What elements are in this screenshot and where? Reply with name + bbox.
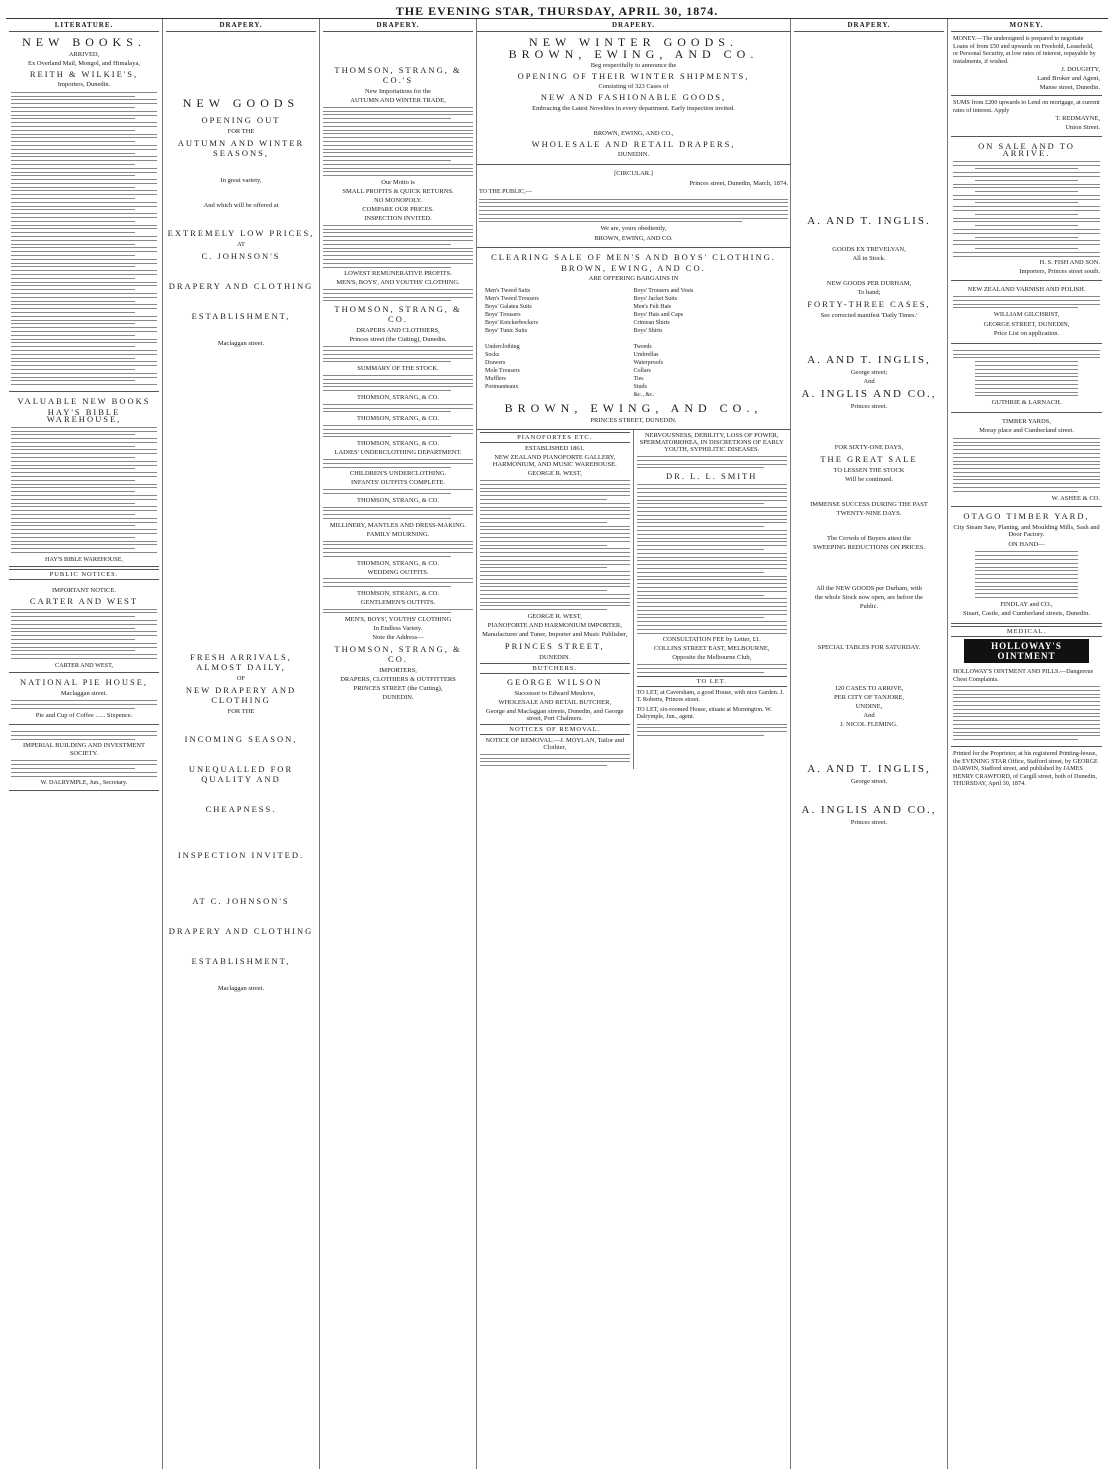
piano-line: GEORGE R. WEST, — [527, 612, 582, 620]
medical-line: Opposite the Melbourne Club, — [672, 654, 752, 662]
list-item: Studs — [633, 384, 647, 391]
thomson-line: FAMILY MOURNING. — [366, 530, 430, 538]
thomson-line: In Endless Variety. — [373, 625, 423, 633]
ad-firm: BROWN, EWING, AND CO. — [561, 262, 706, 273]
lower-right — [634, 430, 791, 769]
ad-sig: Manse street, Dunedin. — [1039, 83, 1100, 91]
inglis-line: And — [863, 712, 875, 719]
inglis-line: George street; — [850, 369, 888, 376]
circular-to: TO THE PUBLIC,— — [479, 188, 532, 196]
inglis-line: And — [863, 378, 875, 385]
thomson-line: THOMSON, STRANG, & CO. — [357, 559, 439, 567]
columns — [6, 19, 1108, 1469]
ad-title: TIMBER YARDS, — [1002, 417, 1051, 425]
ad-sig: Price List on application. — [993, 330, 1060, 338]
list-item: &c., &c. — [633, 392, 655, 399]
johnson-line: FOR THE — [227, 128, 255, 135]
johnson-line: UNEQUALLED FOR QUALITY AND — [188, 764, 294, 784]
ad-line: OPENING OF THEIR WINTER SHIPMENTS, — [517, 70, 750, 81]
text-lines — [11, 427, 157, 553]
thomson-line: THOMSON, STRANG, & CO. — [334, 644, 462, 665]
johnson-line: INSPECTION INVITED. — [177, 850, 305, 860]
piano-line: DUNEDIN. — [539, 653, 571, 661]
column-header: LITERATURE. — [9, 19, 159, 32]
inglis-line: George street. — [850, 778, 888, 785]
ad-sub: Moray place and Cumberland street. — [979, 427, 1074, 435]
piano-line: Manufacturer and Tuner, Importer and Music Publisher, — [482, 630, 628, 638]
text-lines — [323, 578, 473, 587]
list-item: Tweeds — [633, 344, 652, 351]
text-lines — [11, 760, 157, 776]
inglis-line: UNDINE, — [855, 703, 883, 710]
johnson-line: In great variety, — [220, 177, 262, 184]
piano-line: PRINCES STREET, — [504, 640, 605, 651]
column-drapery-thomson — [320, 19, 477, 1469]
text-lines — [323, 507, 473, 519]
text-lines — [479, 199, 788, 223]
inglis-line: TWENTY-NINE DAYS. — [836, 510, 902, 517]
ad-firm: CARTER AND WEST — [29, 595, 139, 606]
inglis-line: Princes street. — [850, 403, 888, 410]
thomson-line: THOMSON, STRANG, & CO. — [357, 415, 439, 423]
ad-sig: Union Street. — [1065, 123, 1100, 131]
ad-line: NEW AND FASHIONABLE GOODS, — [540, 91, 727, 102]
thomson-line: NO MONOPOLY. — [374, 196, 422, 204]
inglis-line: PER CITY OF TANJORE, — [834, 694, 904, 701]
johnson-line: INCOMING SEASON, — [184, 734, 298, 744]
johnson-line: And which will be offered at — [203, 202, 279, 209]
text-lines — [323, 609, 473, 614]
masthead: THE EVENING STAR, THURSDAY, APRIL 30, 1874. — [6, 4, 1108, 19]
list-item: Boys' Tunic Suits — [485, 328, 528, 335]
ad-winter-goods — [477, 32, 790, 165]
text-lines — [480, 480, 630, 610]
johnson-line: DRAPERY AND CLOTHING — [168, 281, 314, 291]
ad-circular — [477, 165, 790, 248]
thomson-line: Princes street (the Cutting), Dunedin. — [349, 336, 447, 344]
thomson-line: CHILDREN'S UNDERCLOTHING. — [349, 470, 447, 478]
column-header: DRAPERY. — [477, 19, 790, 32]
ad-sig: FINDLAY and CO., — [1000, 600, 1053, 608]
johnson-line: NEW GOODS — [182, 96, 300, 110]
thomson-line: COMPARE OUR PRICES. — [362, 205, 434, 213]
inglis-line: A. INGLIS AND CO., — [801, 388, 937, 400]
thomson-line: LOWEST REMUNERATIVE PROFITS. — [344, 270, 452, 278]
list-item: Men's Tweed Suits — [485, 288, 531, 295]
ad-sub: Importers, Dunedin. — [57, 81, 111, 89]
column-header: DRAPERY. — [166, 19, 316, 32]
ad-sig: H. S. FISH AND SON. — [1039, 259, 1100, 267]
johnson-line: FRESH ARRIVALS, ALMOST DAILY, — [190, 652, 292, 672]
thomson-line: IMPORTERS, — [379, 667, 417, 675]
thomson-line: MILLINERY, MANTLES AND DRESS-MAKING. — [329, 521, 467, 529]
inglis-line: FORTY-THREE CASES, — [807, 299, 931, 309]
piano-line: GEORGE R. WEST, — [527, 470, 582, 478]
text-lines — [323, 459, 473, 468]
inglis-line: GOODS EX TREVELYAN, — [832, 246, 906, 253]
column-header: DRAPERY. — [794, 19, 944, 32]
inglis-line: Princes street. — [850, 819, 888, 826]
ad-sig: W. ASHEE & CO. — [1051, 494, 1100, 502]
ad-line: ARE OFFERING BARGAINS IN — [588, 275, 679, 283]
text-lines — [323, 541, 473, 557]
list-item: Drawers — [485, 360, 506, 367]
list-item: Men's Felt Hats — [633, 304, 672, 311]
circular-label: [CIRCULAR.] — [614, 169, 653, 177]
thomson-line: GENTLEMEN'S OUTFITS. — [360, 598, 436, 606]
ad-title: NEW ZEALAND VARNISH AND POLISH. — [967, 285, 1086, 293]
text-lines — [637, 484, 788, 633]
section-removal: NOTICES OF REMOVAL. — [480, 724, 630, 735]
ad-important-notice — [9, 582, 159, 673]
ad-sig: CARTER AND WEST, — [54, 661, 113, 669]
text-lines — [11, 609, 157, 659]
section-public-notices: PUBLIC NOTICES. — [9, 569, 159, 580]
column-drapery-johnson — [163, 19, 320, 1469]
text-lines — [11, 92, 157, 385]
thomson-line: Note the Address— — [372, 634, 424, 642]
ad-line: WHOLESALE AND RETAIL DRAPERS, — [531, 138, 736, 149]
johnson-line: AT — [237, 241, 245, 248]
johnson-line: ESTABLISHMENT, — [191, 956, 291, 966]
johnson-line: OPENING OUT — [201, 115, 281, 125]
ad-money-doughty — [951, 32, 1102, 96]
list-item: Boys' Trousers — [485, 312, 521, 319]
tolet-ad: TO LET, at Caversham, a good House, with nice Garden. J. T. Roberts, Princes street. — [636, 688, 784, 704]
ad-title: IMPORTANT NOTICE. — [52, 587, 116, 595]
column-drapery-inglis — [791, 19, 948, 1469]
thomson-line: New Importations for the — [365, 88, 431, 95]
text-lines — [480, 754, 630, 766]
inglis-line: All in Stock. — [852, 255, 886, 262]
list-item: Ties — [633, 376, 644, 383]
thomson-line: MEN'S, BOYS', AND YOUTHS' CLOTHING. — [336, 279, 460, 287]
ad-sub: ON HAND— — [1008, 541, 1045, 549]
johnson-line: EXTREMELY LOW PRICES, — [167, 228, 315, 238]
inglis-line: The Crowds of Buyers attest the — [827, 535, 911, 542]
text-lines — [323, 489, 473, 494]
ad-sub: City Steam Saw, Planing, and Moulding Mills, Sash and Door Factory. — [953, 523, 1100, 539]
thomson-line: PRINCES STREET (the Cutting), — [353, 685, 443, 693]
johnson-line: DRAPERY AND CLOTHING — [168, 926, 314, 936]
circular-sig: BROWN, EWING, AND CO. — [594, 234, 673, 242]
lower-left — [477, 430, 634, 769]
ad-line: Pie and Cup of Coffee ...... Sixpence. — [35, 711, 133, 719]
imprint — [951, 747, 1102, 791]
section-medical: MEDICAL. — [951, 626, 1102, 637]
ad-sub: Ex Overland Mail, Mongol, and Himalaya, — [28, 60, 140, 68]
list-item: Socks — [485, 352, 500, 359]
medical-line: NERVOUSNESS, DEBILITY, LOSS OF POWER, SPERMATORRHŒA, IN DISCRETIONS OF EARLY YOUTH, SYPHILITIC DISEASES. — [639, 432, 784, 454]
inglis-line: A. AND T. INGLIS, — [807, 354, 931, 366]
johnson-line: OF — [236, 675, 246, 682]
text-lines — [637, 456, 788, 468]
inglis-line: A. AND T. INGLIS, — [807, 763, 931, 775]
ad-line: PRINCES STREET, DUNEDIN. — [590, 416, 677, 424]
text-lines — [323, 346, 473, 362]
list-item: Boys' Shirts — [633, 328, 663, 335]
column-literature — [6, 19, 163, 1469]
inglis-line: A. AND T. INGLIS. — [807, 215, 931, 227]
ad-on-sale — [951, 137, 1102, 281]
johnson-line: Maclaggan street. — [217, 340, 265, 347]
ad-title: IMPERIAL BUILDING AND INVESTMENT SOCIETY. — [23, 742, 145, 758]
imprint-text: Printed for the Proprietor, at his registered Printing-house, the EVENING STAR Office, Stafford street, by GEORGE DARWIN, Stafford street, and published by JAMES HENRY CRAWFORD, of Cargill street, both of Dunedin, THURSDAY, April 30, 1874. — [953, 749, 1098, 788]
ad-sig: GEORGE STREET, DUNEDIN, — [983, 320, 1070, 328]
inglis-line: Public. — [859, 603, 879, 610]
section-to-let: TO LET. — [637, 676, 788, 687]
list-item: Portmanteaux — [485, 384, 519, 391]
bargain-list-right — [634, 287, 783, 399]
ad-sub: ARRIVED, — [68, 50, 100, 58]
ad-sig: GUTHRIE & LARNACH. — [991, 399, 1062, 407]
text-lines — [953, 686, 1100, 740]
thomson-line: SUMMARY OF THE STOCK. — [357, 365, 439, 373]
thomson-line: LADIES' UNDERCLOTHING DEPARTMENT. — [334, 449, 462, 457]
thomson-line: SMALL PROFITS & QUICK RETURNS. — [342, 187, 454, 195]
list-item: Boys' Trousers and Vests — [633, 288, 694, 295]
inglis-line: See corrected manifest 'Daily Times.' — [820, 312, 918, 319]
ad-sig: Stuart, Castle, and Cumberland streets, Dunedin. — [963, 610, 1090, 618]
johnson-line: FOR THE — [227, 708, 255, 715]
ad-title: NATIONAL PIE HOUSE, — [19, 677, 149, 688]
johnson-line: C. JOHNSON'S — [201, 251, 281, 261]
ad-sig: Importers, Princes street south. — [1019, 268, 1100, 276]
medical-line: CONSULTATION FEE by Letter, £1. — [662, 636, 761, 644]
ad-line: Embracing the Latest Novelties in every department. Early inspection invited. — [532, 104, 735, 112]
thomson-line: Our Motto is — [381, 178, 415, 186]
piano-line: PIANOFORTE AND HARMONIUM IMPORTER, — [487, 621, 622, 629]
ad-text: HOLLOWAY'S OINTMENT AND PILLS.—Dangerous Chest Complaints. — [953, 667, 1093, 683]
thomson-line: THOMSON, STRANG, & CO. — [334, 304, 462, 325]
piano-line: NEW ZEALAND PIANOFORTE GALLERY, HARMONIUM, AND MUSIC WAREHOUSE. — [492, 454, 617, 469]
ad-firm: BROWN, EWING, AND CO. — [508, 46, 759, 61]
column-header: DRAPERY. — [323, 19, 473, 32]
list-item: Boys' Knickerbockers — [485, 320, 538, 327]
ad-undersigned — [951, 344, 1102, 413]
text-lines — [953, 551, 1100, 598]
inglis-line: the whole Stock now open, are before the — [815, 594, 923, 601]
ad-title: ON SALE AND TO ARRIVE. — [978, 140, 1075, 159]
text-lines — [953, 296, 1100, 308]
ad-valuable-books — [9, 392, 159, 567]
inglis-line: FOR SIXTY-ONE DAYS, — [834, 444, 904, 451]
inglis-line: SWEEPING REDUCTIONS ON PRICES. — [813, 544, 925, 551]
list-item: Underclothing — [485, 344, 520, 351]
inglis-line: All the NEW GOODS per Durham, with — [816, 585, 922, 592]
ad-pie-house — [9, 673, 159, 725]
text-lines — [323, 289, 473, 301]
inglis-line: NEW GOODS PER DURHAM, — [826, 280, 912, 287]
text-lines — [323, 225, 473, 268]
ad-text: SUMS from £200 upwards to Lend on mortgage, at current rates of interest. Apply — [953, 99, 1100, 114]
thomson-line: DRAPERS, CLOTHIERS & OUTFITTERS — [340, 676, 456, 684]
ad-title: VALUABLE NEW BOOKS — [17, 395, 151, 406]
text-lines — [323, 375, 473, 391]
thomson-line: INSPECTION INVITED. — [364, 214, 432, 222]
butcher-line: George and Maclaggan streets, Dunedin, and George street, Port Chalmers. — [485, 707, 624, 722]
ad-clearing-sale — [477, 248, 790, 430]
inglis-line: A. INGLIS AND CO., — [801, 804, 937, 816]
ad-imperial-building — [9, 725, 159, 791]
list-item: Boys' Jacket Suits — [633, 296, 677, 303]
ad-money-redmayne — [951, 96, 1102, 136]
inglis-line: To hand; — [857, 289, 881, 296]
inglis-line: SPECIAL TABLES FOR SATURDAY. — [817, 644, 921, 651]
list-item: Boys' Hats and Caps — [633, 312, 684, 319]
ad-line: DUNEDIN. — [617, 151, 650, 159]
ad-otago-timber — [951, 507, 1102, 624]
text-lines — [953, 350, 1100, 397]
column-money — [948, 19, 1105, 1469]
ad-sig: T. REDMAYNE, — [1055, 115, 1100, 123]
ad-title: CLEARING SALE OF MEN'S AND BOYS' CLOTHING. — [491, 252, 776, 263]
johnson-line: ESTABLISHMENT, — [191, 311, 291, 321]
bargain-list — [479, 285, 788, 401]
list-item: Umbrellas — [633, 352, 659, 359]
ad-holloway — [951, 665, 1102, 747]
inglis-line: TO LESSEN THE STOCK — [833, 467, 905, 474]
ad-title: OTAGO TIMBER YARD, — [963, 511, 1090, 522]
lower-split — [477, 430, 790, 769]
inglis-line: THE GREAT SALE — [820, 454, 918, 464]
inglis-line: Will be continued. — [845, 476, 893, 483]
circular-date: Princes street, Dunedin, March, 1874. — [689, 179, 788, 187]
johnson-line: CHEAPNESS. — [205, 804, 277, 814]
thomson-line: INFANTS' OUTFITS COMPLETE. — [350, 479, 446, 487]
butcher-line: WHOLESALE AND RETAIL BUTCHER, — [498, 698, 612, 706]
thomson-line: THOMSON, STRANG, & CO. — [357, 394, 439, 402]
list-item: Crimean Shirts — [633, 320, 670, 327]
list-item: Boys' Galatea Suits — [485, 304, 532, 311]
circular-close: We are, yours obediently, — [600, 225, 667, 233]
list-item: Collars — [633, 368, 651, 375]
ad-line: Consisting of 323 Cases of — [598, 83, 669, 91]
ad-new-books — [9, 32, 159, 392]
section-butchers: BUTCHERS. — [480, 663, 630, 674]
thomson-line: MEN'S, BOYS', YOUTHS' CLOTHING — [344, 616, 452, 624]
inglis-line: J. NICOL FLEMING. — [840, 721, 898, 728]
thomson-line: THOMSON, STRANG, & CO. — [357, 440, 439, 448]
inglis-line: 120 CASES TO ARRIVE, — [834, 685, 904, 692]
bargain-list-left — [485, 287, 634, 399]
johnson-line: AT C. JOHNSON'S — [192, 896, 290, 906]
ad-line: BROWN, EWING, AND CO., — [593, 130, 674, 138]
ad-sig: Land Broker and Agent, — [1037, 74, 1100, 82]
ad-text: MONEY.—The undersigned is prepared to negotiate Loans of from £50 and upwards on Freehold, Leasehold, or Personal Security, at low rates of interest, repayable by instalments, if wished. — [953, 35, 1096, 65]
thomson-line: DUNEDIN. — [382, 694, 414, 702]
thomson-line: AUTUMN AND WINTER TRADE, — [350, 97, 446, 104]
ad-firm: REITH & WILKIE'S, — [29, 68, 139, 79]
ad-line: Beg respectfully to announce the — [590, 62, 677, 70]
medical-line: COLLINS STREET EAST, MELBOURNE, — [654, 645, 770, 653]
column-drapery-brown-ewing — [477, 19, 791, 1469]
thomson-line: THOMSON, STRANG, & CO.'S — [334, 65, 462, 85]
johnson-line: NEW DRAPERY AND CLOTHING — [185, 685, 297, 705]
butcher-line: Successor to Edward Meulove, — [514, 689, 596, 697]
ad-title: NEW WINTER GOODS. — [529, 35, 738, 49]
ad-sig: J. DOUGHTY, — [1061, 66, 1100, 74]
thomson-line: WEDDING OUTFITS. — [367, 568, 429, 576]
piano-line: ESTABLISHED 1861. — [525, 445, 585, 453]
ad-varnish — [951, 281, 1102, 344]
ad-sig: HAY'S BIBLE WAREHOUSE, — [45, 555, 123, 563]
removal-line: NOTICE OF REMOVAL.—J. MOYLAN, Tailor and Clothier, — [485, 736, 625, 751]
section-pianofortes: PIANOFORTES ETC. — [480, 432, 630, 443]
medical-line: DR. L. L. SMITH — [666, 471, 758, 482]
johnson-line: AUTUMN AND WINTER SEASONS, — [177, 138, 305, 158]
ad-firm: BROWN, EWING, AND CO., — [504, 401, 763, 416]
text-lines — [323, 107, 473, 176]
ad-firm: HAY'S BIBLE WAREHOUSE, — [46, 406, 122, 425]
text-lines — [637, 724, 788, 736]
ad-title: NEW BOOKS. — [22, 35, 146, 49]
holloway-banner: HOLLOWAY'S OINTMENT — [964, 639, 1089, 663]
text-lines — [323, 404, 473, 413]
list-item: Mufflers — [485, 376, 506, 383]
ad-timber-yards — [951, 413, 1102, 508]
ad-sig: W. DALRYMPLE, Jun., Secretary. — [40, 779, 128, 787]
tolet-ad: TO LET, six-roomed House, situate at Mornington. W. Dalrymple, Jun., agent. — [636, 705, 772, 721]
inglis-line: IMMENSE SUCCESS DURING THE PAST — [810, 501, 928, 508]
list-item: Waterproofs — [633, 360, 664, 367]
text-lines — [11, 731, 157, 740]
thomson-line: THOMSON, STRANG, & CO. — [357, 496, 439, 504]
text-lines — [953, 161, 1100, 257]
column-header: MONEY. — [951, 19, 1102, 32]
ad-sig: WILLIAM GILCHRIST, — [993, 311, 1060, 319]
johnson-line: Maclaggan street. — [217, 985, 265, 992]
butcher-line: GEORGE WILSON — [507, 676, 603, 687]
list-item: Men's Tweed Trousers — [485, 296, 539, 303]
text-lines — [11, 700, 157, 709]
text-lines — [953, 438, 1100, 492]
list-item: Mole Trousers — [485, 368, 520, 375]
thomson-line: DRAPERS AND CLOTHIERS, — [356, 327, 440, 335]
ad-sub: Maclaggan street. — [60, 689, 108, 697]
thomson-line: THOMSON, STRANG, & CO. — [357, 589, 439, 597]
text-lines — [637, 664, 788, 673]
text-lines — [323, 425, 473, 437]
